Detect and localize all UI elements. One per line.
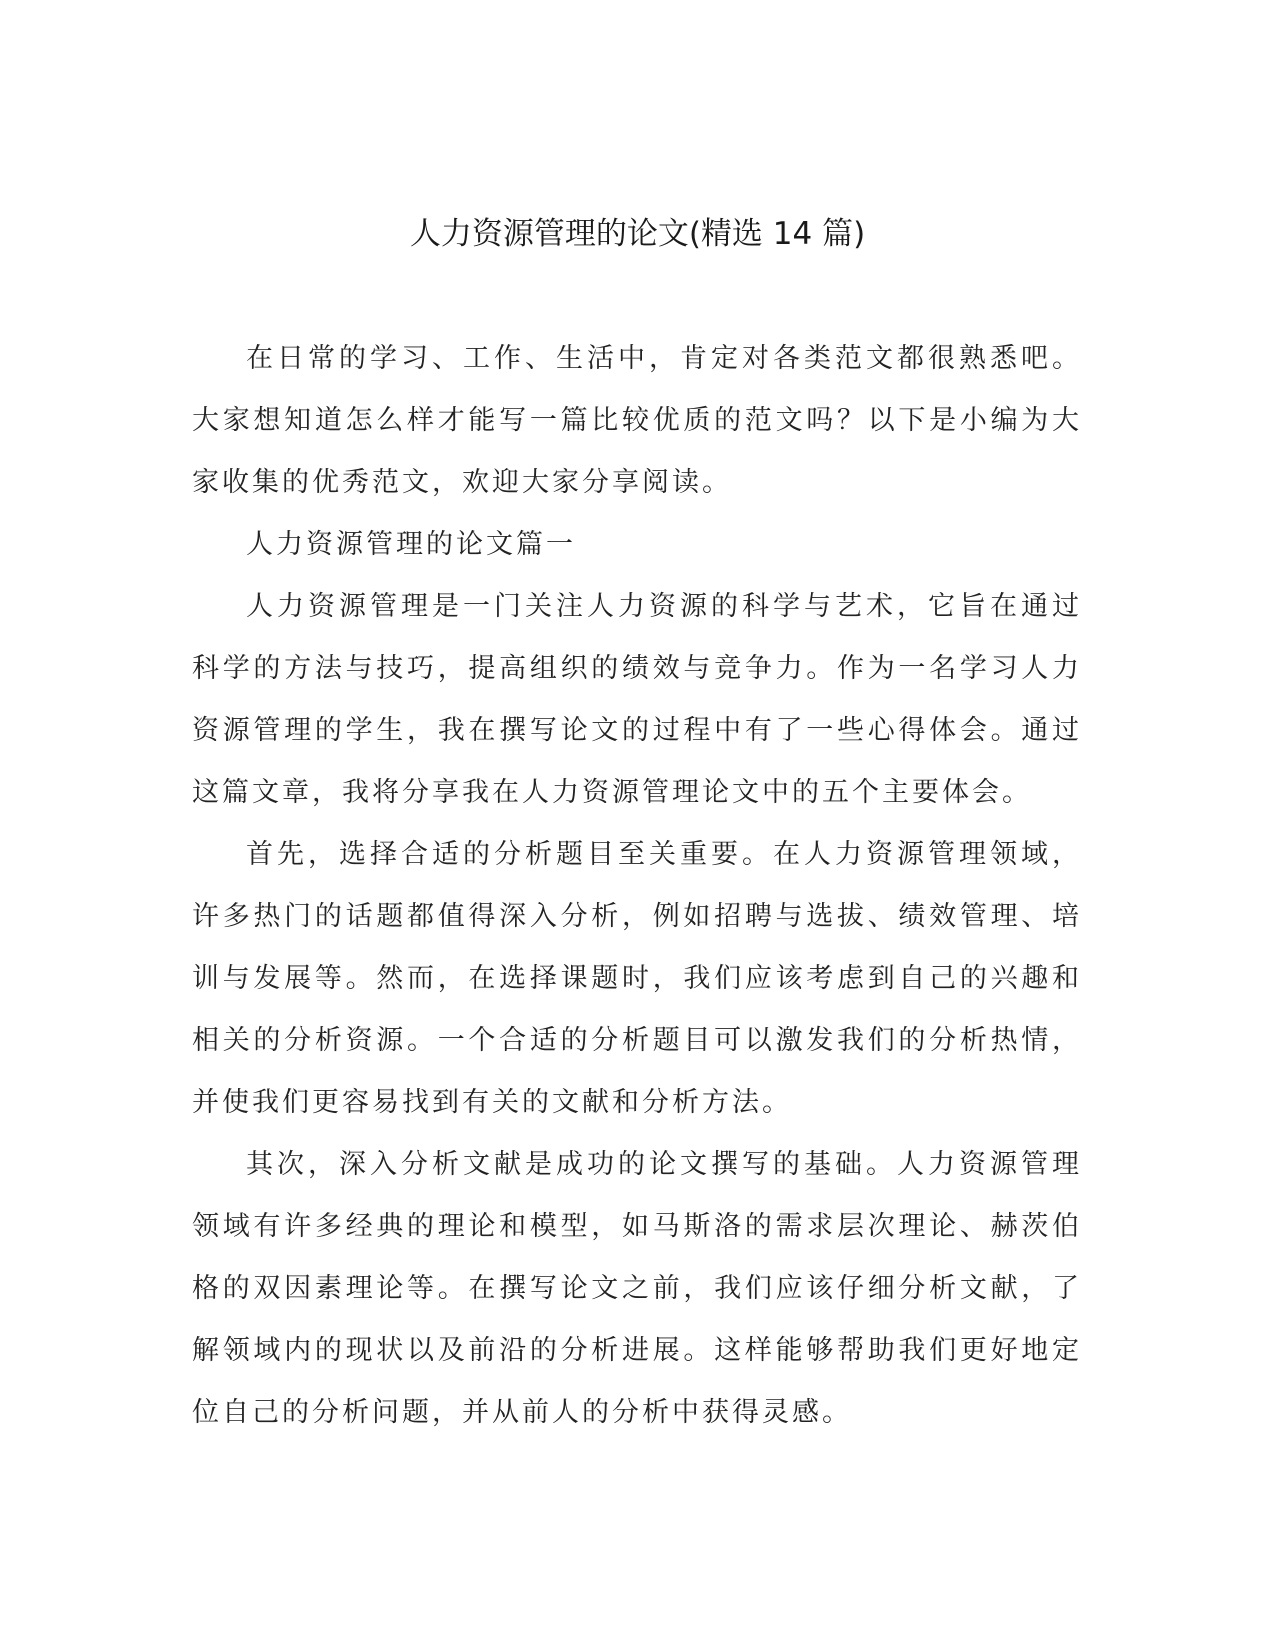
document-body (192, 328, 1082, 1444)
paragraph-first-point: 首先，选择合适的分析题目至关重要。在人力资源管理领域，许多热门的话题都值得深入分析，例如招聘与选拔、绩效管理、培训与发展等。然而，在选择课题时，我们应该考虑到自己的兴趣和相关的分析资源。一个合适的分析题目可以激发我们的分析热情，并使我们更容易找到有关的文献和分析方法。 (192, 839, 1082, 1118)
paragraph-second-point: 其次，深入分析文献是成功的论文撰写的基础。人力资源管理领域有许多经典的理论和模型，如马斯洛的需求层次理论、赫茨伯格的双因素理论等。在撰写论文之前，我们应该仔细分析文献，了解领域内的现状以及前沿的分析进展。这样能够帮助我们更好地定位自己的分析问题，并从前人的分析中获得灵感。 (192, 1149, 1082, 1428)
paragraph-intro: 在日常的学习、工作、生活中，肯定对各类范文都很熟悉吧。大家想知道怎么样才能写一篇比较优质的范文吗？以下是小编为大家收集的优秀范文，欢迎大家分享阅读。 (192, 343, 1082, 498)
section-heading: 人力资源管理的论文篇一 (246, 529, 576, 560)
paragraph-overview: 人力资源管理是一门关注人力资源的科学与艺术，它旨在通过科学的方法与技巧，提高组织的绩效与竞争力。作为一名学习人力资源管理的学生，我在撰写论文的过程中有了一些心得体会。通过这篇文章，我将分享我在人力资源管理论文中的五个主要体会。 (192, 591, 1082, 808)
document-title: 人力资源管理的论文(精选 14 篇) (409, 216, 866, 252)
